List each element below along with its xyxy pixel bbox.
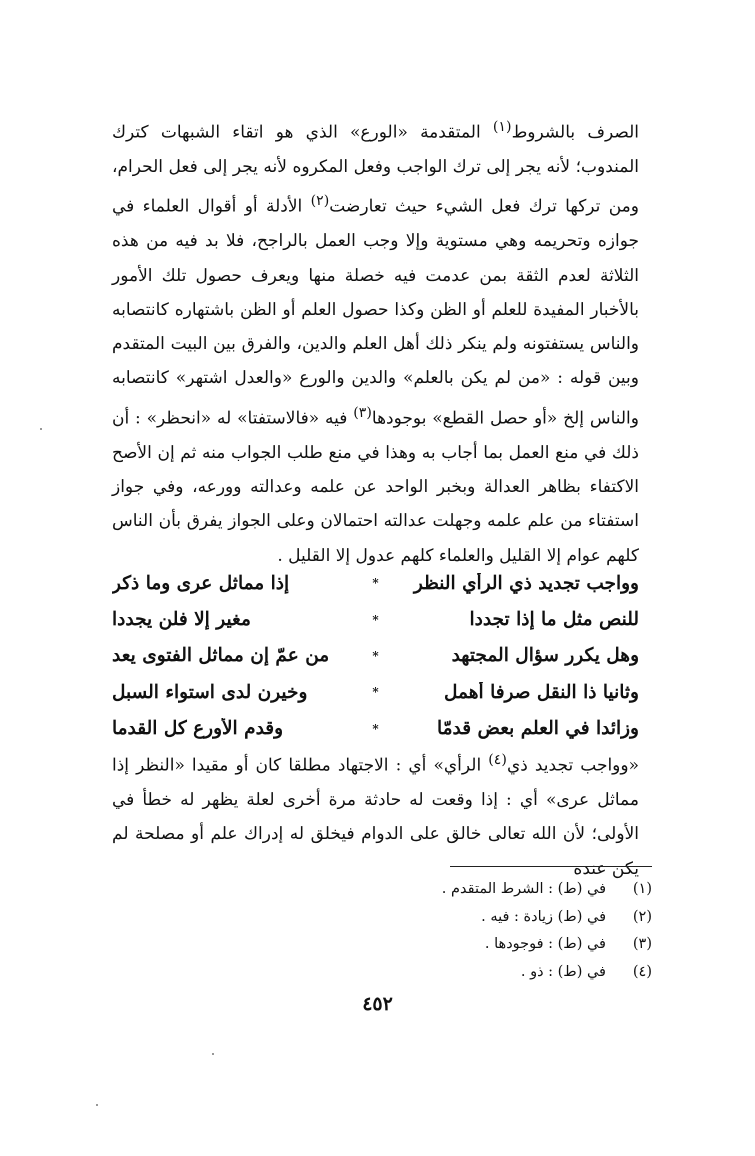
- verse-second-hemistich: إذا مماثل عرى وما ذكر: [112, 572, 290, 594]
- verse-second-hemistich: وقدم الأورع كل القدما: [112, 718, 284, 740]
- verse-line: [112, 601, 639, 637]
- footnote-number: (١): [632, 881, 652, 897]
- footnote-text: في (ط) : فوجودها .: [484, 936, 606, 953]
- verse-line: [112, 638, 639, 674]
- footnote: [300, 931, 652, 959]
- verse-first-hemistich: وواجب تجديد ذي الرأي النظر: [413, 572, 639, 594]
- footnote-divider: [450, 866, 652, 867]
- text-run: المتقدمة «الورع» الذي هو اتقاء الشبهات كترك المندوب؛ لأنه يجر إلى ترك الواجب وفعل المكروه لأنه يجر إلى فعل الحرام، ومن تركها ترك فعل الشيء حيث تعارضت: [112, 122, 639, 217]
- footnotes: [300, 876, 652, 986]
- footnote-text: في (ط) زيادة : فيه .: [481, 908, 606, 925]
- text-run: الأدلة أو أقوال العلماء في جوازه وتحريمه وهي مستوية وإلا وجب العمل بالراجح، فلا بد فيه من هذه الثلاثة لعدم الثقة بمن عدمت فيه خصلة منها ويعرف حصول تلك الأمور بالأخبار المفيدة للعلم أو الظن وكذا حصول العلم أو الظن باشتهاره كانتصابه والناس يستفتونه ولم ينكر ذلك أهل العلم والدين، والفرق بين البيت المتقدم وبين قوله : «من لم يكن بالعلم» والدين والورع «والعدل اشتهر» كانتصابه والناس إلخ «أو حصل القطع» بوجودها: [112, 196, 639, 429]
- verse-separator-star: *: [372, 576, 379, 591]
- poem-verses: [112, 565, 639, 747]
- text-run: فيه «فالاستفتا» له «انحظر» : أن ذلك في منع العمل بما أجاب به وهذا في منع طلب الجواب منه ثم إن الأصح الاكتفاء بظاهر العدالة وبخبر الواحد عن علمه وعدالته وورعه، وفي جواز استفتاء من علم علمه وجهلت عدالته احتمالان وعلى الجواز يفرق بأن الناس كلهم عوام إلا القليل والعلماء كلهم عدول إلا القليل .: [112, 408, 639, 566]
- footnote-number: (٢): [632, 908, 652, 925]
- footnote-ref-2: (٢): [310, 193, 330, 210]
- verse-separator-star: *: [372, 721, 379, 736]
- footnote-text: في (ط) : الشرط المتقدم .: [441, 881, 606, 897]
- footnote: [300, 876, 652, 904]
- footnote: [300, 959, 652, 987]
- verse-separator-star: *: [372, 612, 379, 627]
- footnote-text: في (ط) : ذو .: [520, 963, 606, 980]
- verse-separator-star: *: [372, 685, 379, 700]
- commentary-paragraph: [112, 743, 639, 886]
- verse-first-hemistich: وهل يكرر سؤال المجتهد: [451, 645, 639, 667]
- verse-first-hemistich: وزائدا في العلم بعض قدمّا: [436, 718, 639, 740]
- footnote-ref-4: (٤): [488, 752, 507, 768]
- commentary-text-top: [112, 110, 639, 573]
- scan-speck: [40, 428, 42, 430]
- footnote-number: (٤): [632, 963, 652, 980]
- verse-line: [112, 565, 639, 601]
- verse-separator-star: *: [372, 648, 379, 663]
- verse-line: [112, 711, 639, 747]
- footnote-number: (٣): [632, 936, 652, 953]
- footnote-ref-1: (١): [492, 119, 512, 135]
- verse-second-hemistich: مغير إلا فلن يجددا: [112, 609, 251, 631]
- footnote: [300, 904, 652, 932]
- verse-line: [112, 674, 639, 710]
- text-run: «وواجب تجديد ذي: [506, 755, 639, 776]
- text-run: الرأي» أي : الاجتهاد مطلقا كان أو مقيدا «النظر إذا مماثل عرى» أي : إذا وقعت له حادثة مرة أخرى لعلة يظهر له خطأ في الأولى؛ لأن الله تعالى خالق على الدوام فيخلق له إدراك علم أو مصلحة لم يكن عنده: [112, 755, 639, 879]
- commentary-text-bottom: [112, 743, 639, 886]
- verse-second-hemistich: وخيرن لدى استواء السبل: [112, 681, 308, 703]
- text-run: الصرف بالشروط: [511, 122, 639, 143]
- footnote-ref-3: (٣): [353, 404, 372, 421]
- verse-first-hemistich: وثانيا ذا النقل صرفا أهمل: [444, 681, 639, 703]
- page-number: ٤٥٢: [362, 993, 393, 1015]
- verse-first-hemistich: للنص مثل ما إذا تجددا: [469, 609, 639, 631]
- scan-speck: [212, 1053, 214, 1055]
- scan-speck: [96, 1104, 98, 1106]
- verse-second-hemistich: من عمّ إن مماثل الفتوى يعد: [112, 645, 330, 667]
- commentary-paragraph: [112, 110, 639, 573]
